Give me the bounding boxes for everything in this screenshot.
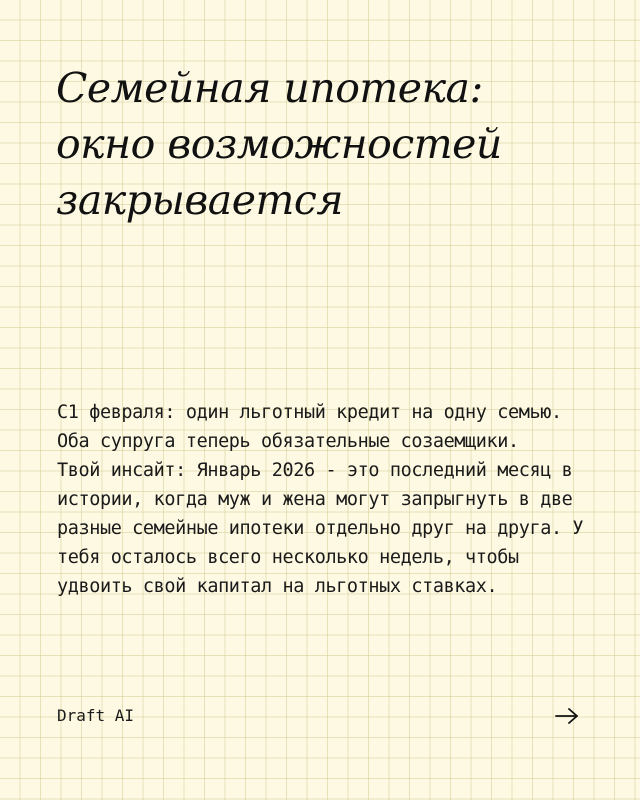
post-paragraph: Твой инсайт: Январь 2026 - это последний месяц в истории, когда муж и жена могут запрыгнуть в две разные семейные ипотеки отдельно друг на друга. У тебя осталось всего несколько недель, чтобы удвоить свой капитал на льготных ставках. (57, 460, 584, 597)
title-line: закрывается (56, 176, 343, 224)
title-line: Семейная ипотека: (56, 64, 483, 112)
post-body (57, 398, 597, 601)
title-line: окно возможностей (56, 120, 502, 168)
post-paragraph: С1 февраля: один льготный кредит на одну семью. Оба супруга теперь обязательные созаемщики. (57, 402, 562, 452)
arrow-right-icon (553, 706, 581, 726)
brand-label: Draft AI (57, 706, 135, 725)
next-slide-button[interactable] (552, 702, 582, 730)
post-title (56, 60, 596, 228)
